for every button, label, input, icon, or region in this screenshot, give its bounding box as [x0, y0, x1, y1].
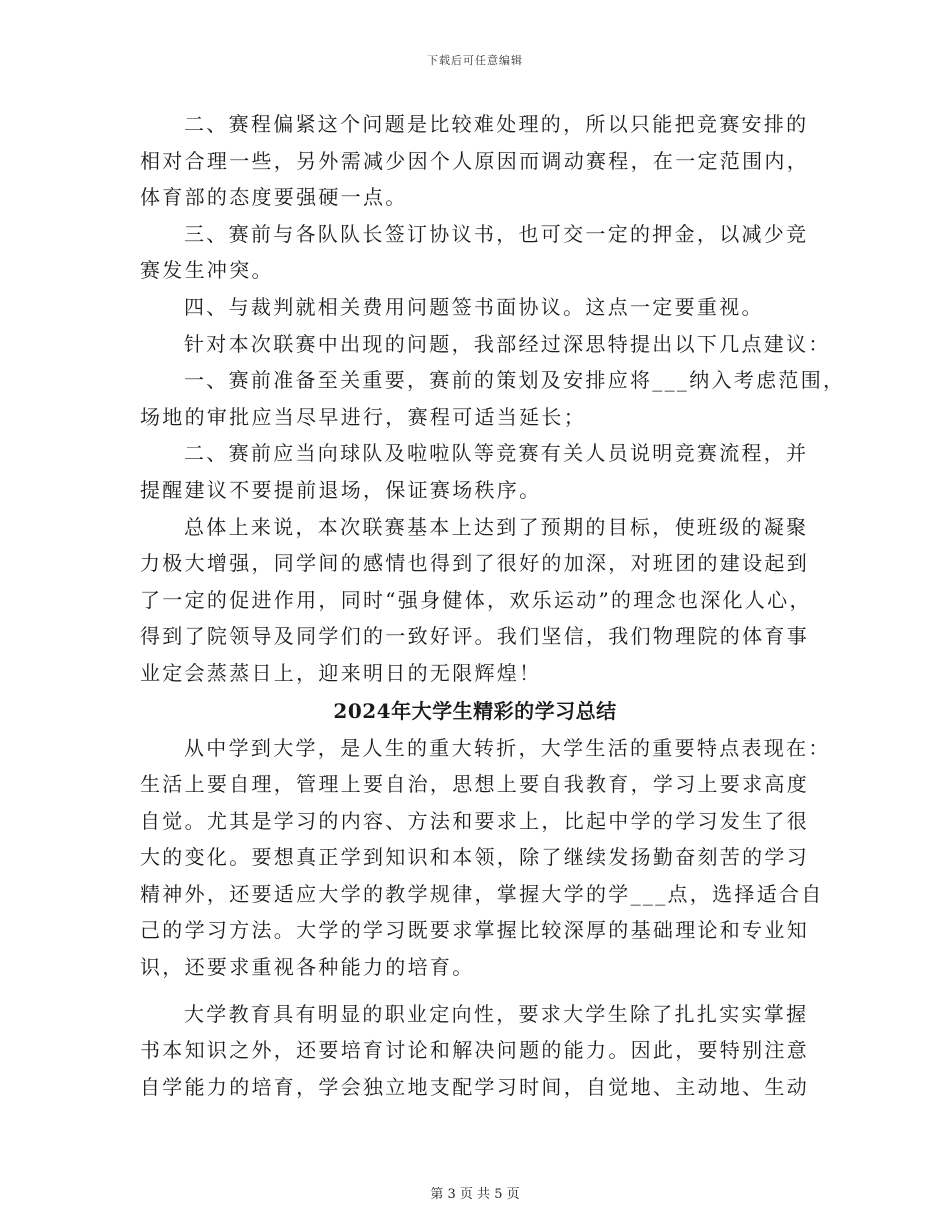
paragraph-line: 赛发生冲突。	[140, 258, 274, 283]
paragraph-line: 总体上来说，本次联赛基本上达到了预期的目标，使班级的凝聚	[184, 514, 809, 539]
paragraph-line: 一、赛前准备至关重要，赛前的策划及安排应将___纳入考虑范围，	[184, 368, 846, 393]
paragraph-line: 己的学习方法。大学的学习既要求掌握比较深厚的基础理论和专业知	[140, 918, 809, 943]
paragraph-line: 四、与裁判就相关费用问题签书面协议。这点一定要重视。	[184, 294, 764, 319]
paragraph-line: 业定会蒸蒸日上，迎来明日的无限辉煌！	[140, 660, 542, 685]
paragraph-line: 二、赛前应当向球队及啦啦队等竞赛有关人员说明竞赛流程，并	[184, 441, 809, 466]
paragraph-line: 提醒建议不要提前退场，保证赛场秩序。	[140, 477, 542, 502]
page-number: 第 3 页 共 5 页	[430, 1187, 520, 1202]
paragraph-line: 三、赛前与各队队长签订协议书，也可交一定的押金，以减少竞	[184, 221, 809, 246]
paragraph-line: 二、赛程偏紧这个问题是比较难处理的，所以只能把竞赛安排的	[184, 112, 809, 136]
document-body	[140, 106, 846, 1105]
paragraph-line: 书本知识之外，还要培育讨论和解决问题的能力。因此，要特别注意	[140, 1038, 809, 1063]
paragraph-line: 相对合理一些，另外需减少因个人原因而调动赛程，在一定范围内，	[140, 148, 809, 173]
paragraph-line: 了一定的促进作用，同时“强身健体，欢乐运动”的理念也深化人心，	[140, 587, 812, 612]
paragraph-line: 体育部的态度要强硬一点。	[140, 185, 408, 210]
paragraph-line: 针对本次联赛中出现的问题，我部经过深思特提出以下几点建议：	[184, 331, 831, 356]
paragraph-line: 识，还要求重视各种能力的培育。	[140, 955, 475, 980]
paragraph-line: 生活上要自理，管理上要自治，思想上要自我教育，学习上要求高度	[140, 772, 809, 797]
paragraph-line: 力极大增强，同学间的感情也得到了很好的加深，对班团的建设起到	[140, 551, 809, 576]
paragraph-gap	[140, 986, 830, 996]
paragraph-line: 自学能力的培育，学会独立地支配学习时间，自觉地、主动地、生动	[140, 1074, 809, 1099]
paragraph-line: 自觉。尤其是学习的内容、方法和要求上，比起中学的学习发生了很	[140, 808, 809, 833]
paragraph-line: 大学教育具有明显的职业定向性，要求大学生除了扎扎实实掌握	[184, 1001, 809, 1026]
paragraph-line: 大的变化。要想真正学到知识和本领，除了继续发扬勤奋刻苦的学习	[140, 845, 809, 870]
paragraph-line: 精神外，还要适应大学的教学规律，掌握大学的学___点，选择适合自	[140, 881, 824, 906]
paragraph-line: 得到了院领导及同学们的一致好评。我们坚信，我们物理院的体育事	[140, 624, 809, 649]
paragraph-line: 场地的审批应当尽早进行，赛程可适当延长；	[140, 404, 586, 429]
paragraph-line: 从中学到大学，是人生的重大转折，大学生活的重要特点表现在：	[184, 735, 831, 760]
header-note: 下载后可任意编辑	[427, 54, 523, 67]
section-title: 2024年大学生精彩的学习总结	[333, 698, 617, 723]
